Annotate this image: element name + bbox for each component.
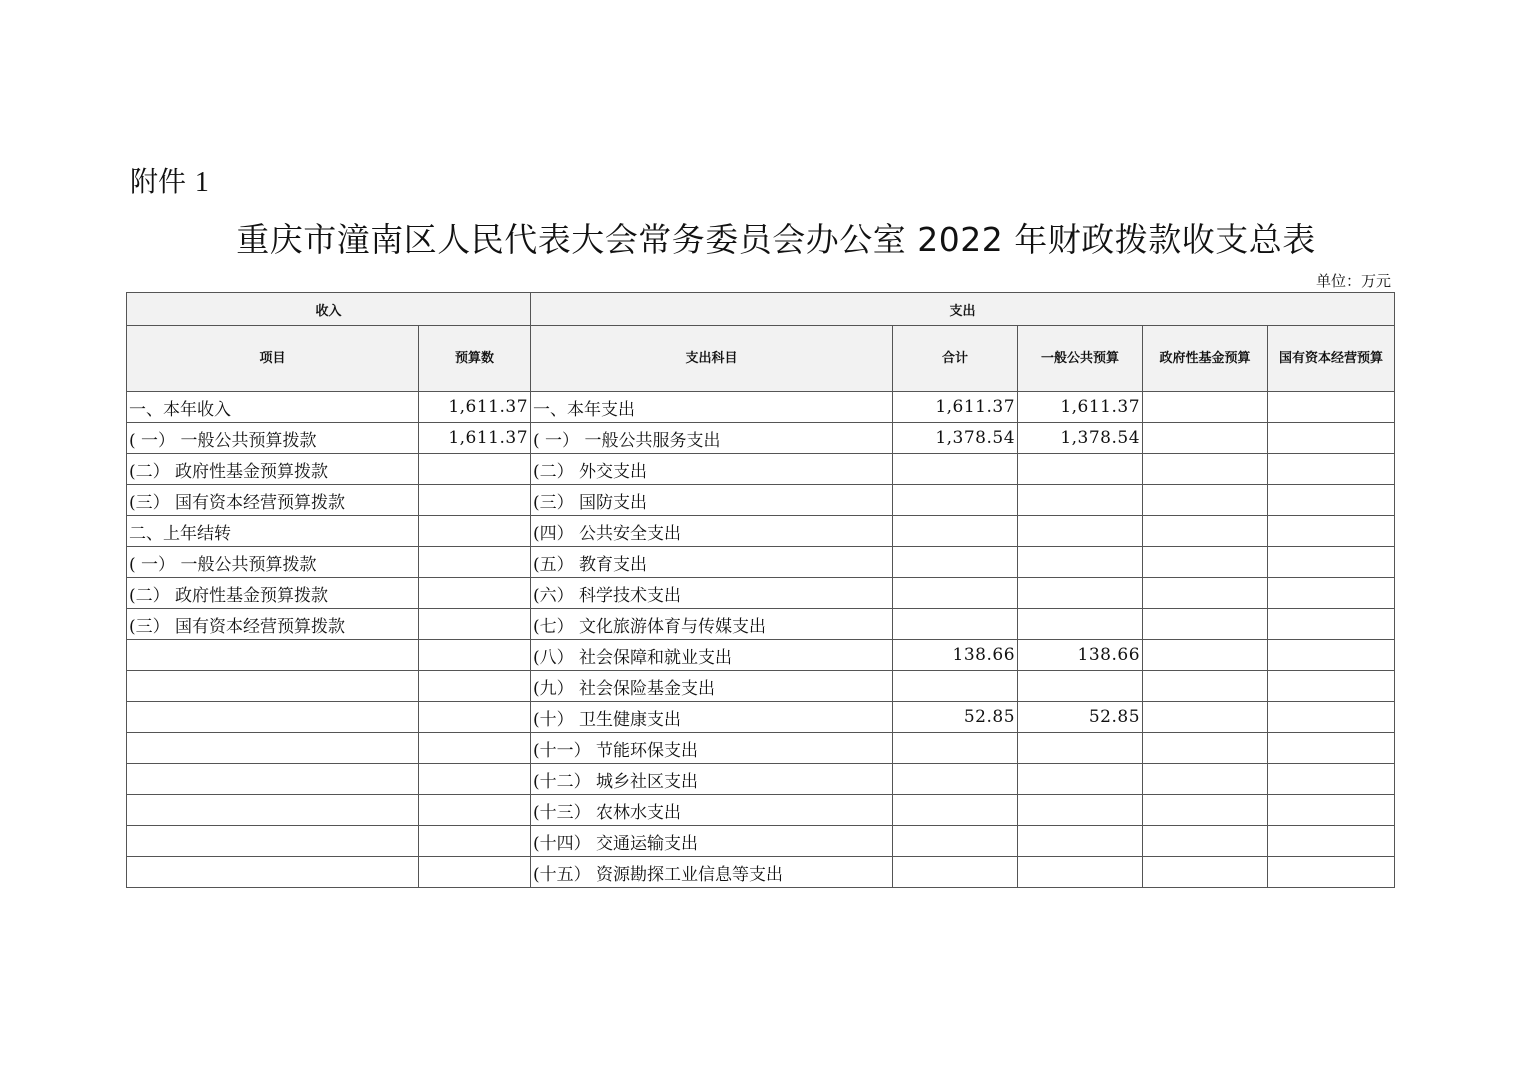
- income-section-header: 收入: [127, 293, 531, 326]
- section-header-row: [127, 293, 1395, 326]
- income-item-cell: (三） 国有资本经营预算拨款: [127, 485, 419, 516]
- total-cell: 52.85: [893, 702, 1018, 733]
- capital-budget-cell: [1268, 547, 1395, 578]
- expense-item-cell: (十） 卫生健康支出: [531, 702, 893, 733]
- capital-budget-cell: [1268, 795, 1395, 826]
- capital-budget-cell: [1268, 640, 1395, 671]
- total-cell: 1,378.54: [893, 423, 1018, 454]
- table-row: [127, 857, 1395, 888]
- expense-item-cell: (三） 国防支出: [531, 485, 893, 516]
- income-amount-cell: [419, 485, 531, 516]
- income-item-cell: [127, 702, 419, 733]
- unit-label: 单位：万元: [1315, 272, 1391, 290]
- table-row: [127, 671, 1395, 702]
- income-amount-cell: [419, 733, 531, 764]
- table-row: [127, 578, 1395, 609]
- col-header-expense-subject: 支出科目: [531, 326, 893, 392]
- expense-item-cell: (十五） 资源勘探工业信息等支出: [531, 857, 893, 888]
- total-cell: [893, 795, 1018, 826]
- total-cell: 138.66: [893, 640, 1018, 671]
- general-budget-cell: [1018, 547, 1143, 578]
- expense-item-cell: (五） 教育支出: [531, 547, 893, 578]
- total-cell: [893, 733, 1018, 764]
- budget-table: [126, 292, 1395, 888]
- general-budget-cell: [1018, 485, 1143, 516]
- fund-budget-cell: [1143, 857, 1268, 888]
- fund-budget-cell: [1143, 795, 1268, 826]
- general-budget-cell: [1018, 795, 1143, 826]
- capital-budget-cell: [1268, 826, 1395, 857]
- col-header-budget: 预算数: [419, 326, 531, 392]
- fund-budget-cell: [1143, 609, 1268, 640]
- table-row: [127, 795, 1395, 826]
- fund-budget-cell: [1143, 764, 1268, 795]
- total-cell: [893, 826, 1018, 857]
- general-budget-cell: [1018, 733, 1143, 764]
- col-header-state-capital-budget: 国有资本经营预算: [1268, 326, 1395, 392]
- total-cell: [893, 764, 1018, 795]
- table-row: [127, 640, 1395, 671]
- income-amount-cell: [419, 609, 531, 640]
- general-budget-cell: 138.66: [1018, 640, 1143, 671]
- income-amount-cell: [419, 857, 531, 888]
- expense-item-cell: (二） 外交支出: [531, 454, 893, 485]
- table-row: [127, 392, 1395, 423]
- income-item-cell: [127, 857, 419, 888]
- general-budget-cell: [1018, 516, 1143, 547]
- capital-budget-cell: [1268, 671, 1395, 702]
- fund-budget-cell: [1143, 516, 1268, 547]
- table-row: [127, 547, 1395, 578]
- income-amount-cell: [419, 547, 531, 578]
- fund-budget-cell: [1143, 702, 1268, 733]
- capital-budget-cell: [1268, 733, 1395, 764]
- fund-budget-cell: [1143, 547, 1268, 578]
- table-row: [127, 764, 1395, 795]
- general-budget-cell: [1018, 671, 1143, 702]
- table-row: [127, 826, 1395, 857]
- income-amount-cell: [419, 454, 531, 485]
- table-row: [127, 516, 1395, 547]
- income-amount-cell: 1,611.37: [419, 423, 531, 454]
- expense-item-cell: (七） 文化旅游体育与传媒支出: [531, 609, 893, 640]
- table-row: [127, 423, 1395, 454]
- income-item-cell: [127, 764, 419, 795]
- total-cell: [893, 547, 1018, 578]
- capital-budget-cell: [1268, 392, 1395, 423]
- income-item-cell: [127, 826, 419, 857]
- general-budget-cell: [1018, 764, 1143, 795]
- general-budget-cell: 1,611.37: [1018, 392, 1143, 423]
- fund-budget-cell: [1143, 640, 1268, 671]
- income-amount-cell: [419, 516, 531, 547]
- attachment-text: 附件: [130, 165, 187, 198]
- income-amount-cell: [419, 795, 531, 826]
- capital-budget-cell: [1268, 485, 1395, 516]
- capital-budget-cell: [1268, 423, 1395, 454]
- page-title: 重庆市潼南区人民代表大会常务委员会办公室 2022 年财政拨款收支总表: [236, 220, 1316, 259]
- expense-item-cell: 一、本年支出: [531, 392, 893, 423]
- income-item-cell: [127, 671, 419, 702]
- table-row: [127, 454, 1395, 485]
- total-cell: [893, 516, 1018, 547]
- column-header-row: [127, 326, 1395, 392]
- income-item-cell: [127, 733, 419, 764]
- income-amount-cell: [419, 764, 531, 795]
- income-item-cell: [127, 795, 419, 826]
- attachment-label: [130, 160, 209, 200]
- total-cell: [893, 578, 1018, 609]
- income-amount-cell: [419, 640, 531, 671]
- total-cell: 1,611.37: [893, 392, 1018, 423]
- expense-item-cell: (四） 公共安全支出: [531, 516, 893, 547]
- capital-budget-cell: [1268, 702, 1395, 733]
- general-budget-cell: 1,378.54: [1018, 423, 1143, 454]
- income-amount-cell: [419, 702, 531, 733]
- general-budget-cell: [1018, 826, 1143, 857]
- fund-budget-cell: [1143, 733, 1268, 764]
- income-item-cell: (三） 国有资本经营预算拨款: [127, 609, 419, 640]
- income-item-cell: 一、本年收入: [127, 392, 419, 423]
- table-row: [127, 702, 1395, 733]
- expense-item-cell: ( 一） 一般公共服务支出: [531, 423, 893, 454]
- general-budget-cell: 52.85: [1018, 702, 1143, 733]
- capital-budget-cell: [1268, 578, 1395, 609]
- col-header-total: 合计: [893, 326, 1018, 392]
- expense-item-cell: (十四） 交通运输支出: [531, 826, 893, 857]
- total-cell: [893, 671, 1018, 702]
- fund-budget-cell: [1143, 392, 1268, 423]
- total-cell: [893, 485, 1018, 516]
- col-header-government-fund-budget: 政府性基金预算: [1143, 326, 1268, 392]
- income-item-cell: (二） 政府性基金预算拨款: [127, 454, 419, 485]
- fund-budget-cell: [1143, 671, 1268, 702]
- income-amount-cell: [419, 826, 531, 857]
- income-amount-cell: [419, 578, 531, 609]
- expense-item-cell: (十三） 农林水支出: [531, 795, 893, 826]
- expense-item-cell: (十一） 节能环保支出: [531, 733, 893, 764]
- capital-budget-cell: [1268, 857, 1395, 888]
- fund-budget-cell: [1143, 826, 1268, 857]
- capital-budget-cell: [1268, 764, 1395, 795]
- income-amount-cell: 1,611.37: [419, 392, 531, 423]
- total-cell: [893, 454, 1018, 485]
- general-budget-cell: [1018, 454, 1143, 485]
- expense-item-cell: (八） 社会保障和就业支出: [531, 640, 893, 671]
- income-item-cell: ( 一） 一般公共预算拨款: [127, 423, 419, 454]
- income-item-cell: (二） 政府性基金预算拨款: [127, 578, 419, 609]
- expense-item-cell: (六） 科学技术支出: [531, 578, 893, 609]
- general-budget-cell: [1018, 857, 1143, 888]
- table-body: [127, 392, 1395, 888]
- income-item-cell: 二、上年结转: [127, 516, 419, 547]
- fund-budget-cell: [1143, 485, 1268, 516]
- expense-item-cell: (十二） 城乡社区支出: [531, 764, 893, 795]
- col-header-general-public-budget: 一般公共预算: [1018, 326, 1143, 392]
- fund-budget-cell: [1143, 578, 1268, 609]
- capital-budget-cell: [1268, 454, 1395, 485]
- fund-budget-cell: [1143, 454, 1268, 485]
- table-row: [127, 609, 1395, 640]
- general-budget-cell: [1018, 609, 1143, 640]
- expense-section-header: 支出: [531, 293, 1395, 326]
- income-item-cell: ( 一） 一般公共预算拨款: [127, 547, 419, 578]
- table-row: [127, 485, 1395, 516]
- total-cell: [893, 609, 1018, 640]
- fund-budget-cell: [1143, 423, 1268, 454]
- capital-budget-cell: [1268, 609, 1395, 640]
- income-item-cell: [127, 640, 419, 671]
- col-header-item: 项目: [127, 326, 419, 392]
- general-budget-cell: [1018, 578, 1143, 609]
- capital-budget-cell: [1268, 516, 1395, 547]
- attachment-number: 1: [194, 167, 209, 198]
- income-amount-cell: [419, 671, 531, 702]
- expense-item-cell: (九） 社会保险基金支出: [531, 671, 893, 702]
- total-cell: [893, 857, 1018, 888]
- table-row: [127, 733, 1395, 764]
